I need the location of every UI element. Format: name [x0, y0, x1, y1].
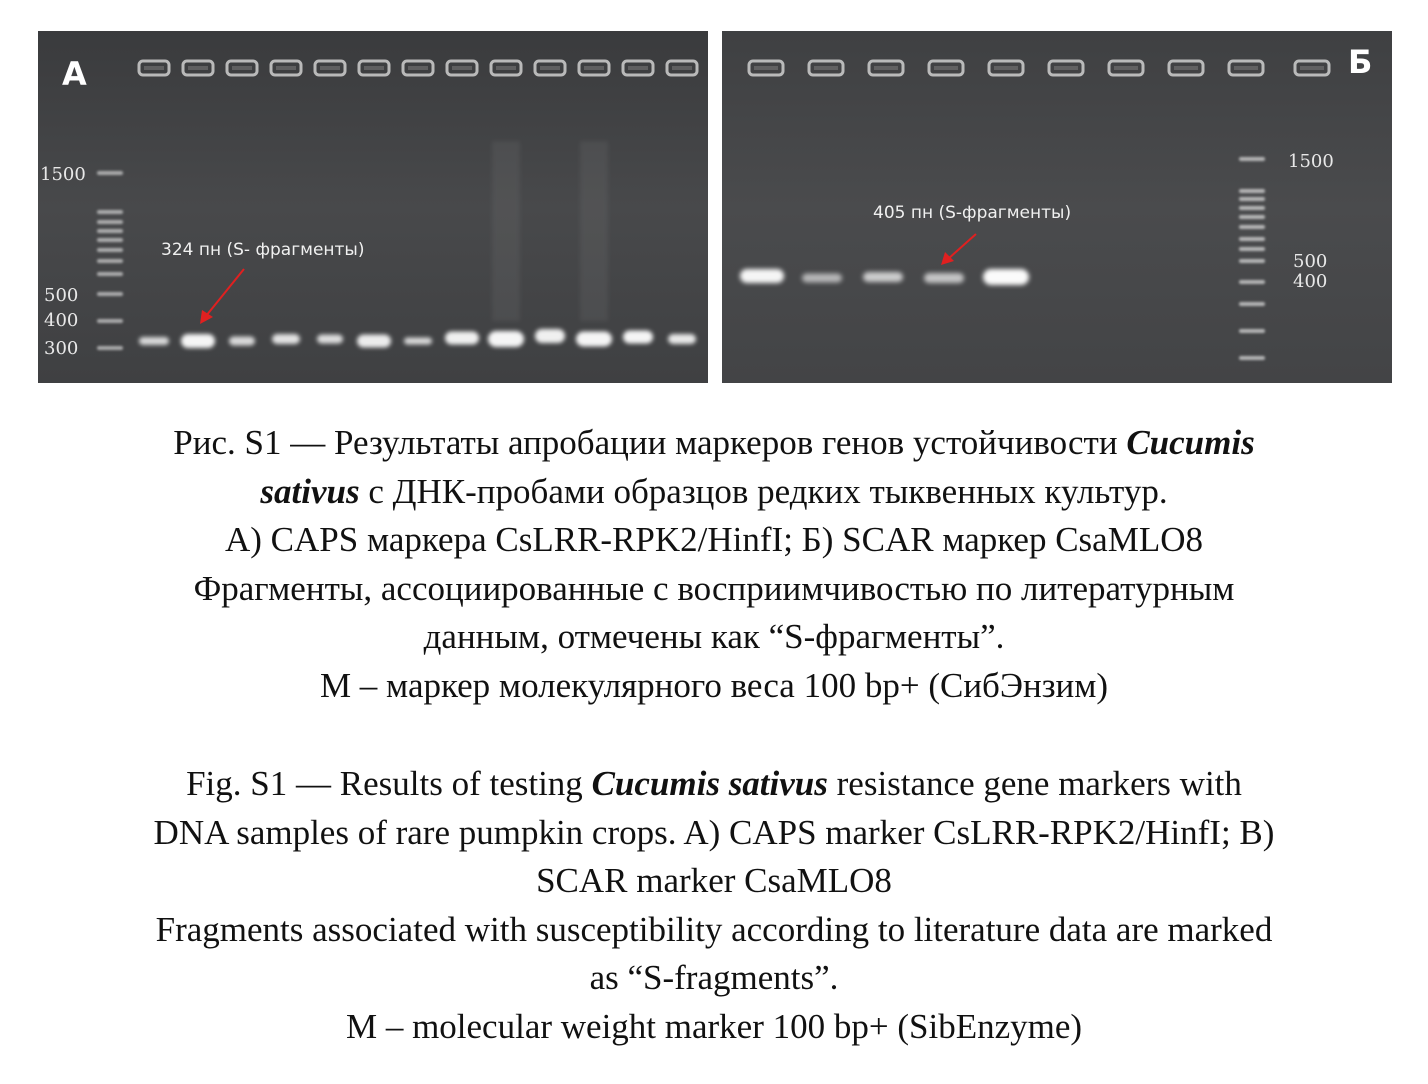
gel-a-sample-band: [535, 329, 565, 343]
gel-b-ladder-band: [1239, 237, 1265, 241]
gel-b-ladder-band: [1239, 189, 1265, 193]
gel-a-well-inner: [320, 66, 340, 70]
caption-ru-line-3: А) CAPS маркера CsLRR-RPK2/HinfI; Б) SCAR маркер CsaMLO8: [225, 520, 1203, 559]
gel-b-well-inner: [994, 66, 1018, 70]
gel-b-well-inner: [874, 66, 898, 70]
caption-en-line-2: DNA samples of rare pumpkin crops. A) CAPS marker CsLRR-RPK2/HinfI; B): [153, 812, 1275, 852]
gel-a-ladder-band: [97, 346, 123, 350]
gel-a-ladder-band: [97, 171, 123, 175]
gel-b-ladder-band: [1239, 206, 1265, 210]
gel-b-well-inner: [754, 66, 778, 70]
caption-en-line-5: as “S-fragments”.: [589, 958, 839, 997]
gel-b-ladder-band: [1239, 356, 1265, 360]
gel-a-ladder-band: [97, 292, 123, 296]
gel-b-well-inner: [1300, 66, 1324, 70]
panel-b-letter: Б: [1348, 43, 1373, 81]
gel-b-ladder-band: [1239, 215, 1265, 219]
gel-b-sample-band: [802, 274, 842, 283]
gel-a-well-inner: [232, 66, 252, 70]
gel-a-well-inner: [672, 66, 692, 70]
gel-b-ladder-band: [1239, 302, 1265, 306]
gel-a-ladder-band: [97, 229, 123, 233]
gel-b-well-inner: [1114, 66, 1138, 70]
gel-b-ladder-band: [1239, 157, 1265, 161]
species-name-bold: Cucumis sativus: [591, 764, 828, 803]
gel-b-ladder-band: [1239, 225, 1265, 229]
gel-a-well-inner: [540, 66, 560, 70]
caption-en-line-4: Fragments associated with susceptibility according to literature data are marked: [155, 909, 1273, 949]
gel-a-sample-band: [445, 332, 479, 345]
gel-a-well-inner: [276, 66, 296, 70]
caption-russian: [20, 419, 1408, 710]
gel-a-sample-band: [272, 334, 300, 344]
gel-a-well-inner: [584, 66, 604, 70]
gel-a-ladder-band: [97, 259, 123, 263]
caption-ru-line-6: М – маркер молекулярного веса 100 bp+ (СибЭнзим): [319, 665, 1109, 705]
gel-a-sample-band: [404, 338, 432, 345]
gel-a-sample-band: [623, 331, 653, 344]
gel-a-well-inner: [628, 66, 648, 70]
gel-b-sample-band: [863, 272, 903, 282]
ladder-a-label-500: 500: [44, 285, 79, 306]
gel-a-smear: [492, 141, 520, 321]
gel-a-sample-band: [181, 334, 215, 348]
annotation-405bp: 405 пн (S-фрагменты): [873, 203, 1072, 223]
gel-b-ladder-band: [1239, 280, 1265, 284]
gel-a-well-inner: [452, 66, 472, 70]
gel-b-well-inner: [1174, 66, 1198, 70]
gel-a-sample-band: [229, 337, 255, 346]
caption-ru-line-4: Фрагменты, ассоциированные с восприимчивостью по литературным: [193, 568, 1235, 608]
gel-b-well-inner: [934, 66, 958, 70]
gel-a-sample-band: [488, 331, 524, 347]
ladder-a-label-300: 300: [44, 338, 79, 359]
gel-b-ladder-band: [1239, 259, 1265, 263]
gel-a-svg: [38, 31, 708, 383]
species-name-bold: sativus: [260, 471, 360, 511]
ladder-b-label-500: 500: [1293, 251, 1328, 272]
caption-en-text: Fig. S1 — Results of testing: [186, 764, 592, 803]
ladder-b-label-1500: 1500: [1288, 151, 1334, 172]
gel-b-well-inner: [1234, 66, 1258, 70]
caption-ru-line-1: [20, 419, 1408, 468]
gel-a-sample-band: [317, 335, 343, 344]
gel-b-ladder-band: [1239, 197, 1265, 201]
annotation-324bp: 324 пн (S- фрагменты): [161, 240, 365, 260]
gel-b-ladder-band: [1239, 247, 1265, 251]
gel-a-well-inner: [364, 66, 384, 70]
caption-ru-line-2: [20, 468, 1408, 517]
ladder-a-label-400: 400: [44, 310, 79, 331]
ladder-b-label-400: 400: [1293, 271, 1328, 292]
caption-english: [20, 760, 1408, 1051]
gel-b-svg: [722, 31, 1392, 383]
gel-a-ladder-band: [97, 238, 123, 242]
gel-a-well-inner: [188, 66, 208, 70]
gel-b-well-inner: [814, 66, 838, 70]
caption-en-line-3: SCAR marker CsaMLO8: [536, 861, 892, 900]
gel-a-sample-band: [668, 334, 696, 344]
gel-a-sample-band: [139, 337, 169, 345]
caption-en-line-6: M – molecular weight marker 100 bp+ (SibEnzyme): [345, 1006, 1083, 1046]
ladder-a-label-1500: 1500: [40, 164, 86, 185]
gel-a-ladder-band: [97, 210, 123, 214]
panel-a-letter: А: [62, 55, 87, 93]
gel-a-sample-band: [357, 335, 391, 348]
gel-a-well-inner: [408, 66, 428, 70]
gel-image-panel-b: [722, 31, 1392, 383]
gel-b-ladder-band: [1239, 329, 1265, 333]
gel-b-sample-band: [740, 269, 784, 283]
gel-a-sample-band: [576, 332, 612, 347]
gel-image-panel-a: [38, 31, 708, 383]
caption-en-line-1: [20, 760, 1408, 809]
gel-a-ladder-band: [97, 220, 123, 224]
gel-b-sample-band: [983, 269, 1029, 285]
gel-a-well-inner: [144, 66, 164, 70]
gel-b-well-inner: [1054, 66, 1078, 70]
gel-a-ladder-band: [97, 272, 123, 276]
caption-ru-line-5: данным, отмечены как “S-фрагменты”.: [423, 617, 1005, 656]
gel-a-ladder-band: [97, 248, 123, 252]
gel-a-smear: [580, 141, 608, 321]
gel-b-sample-band: [924, 273, 964, 283]
gel-a-ladder-band: [97, 319, 123, 323]
gel-a-well-inner: [496, 66, 516, 70]
caption-ru-text: Рис. S1 — Результаты апробации маркеров генов устойчивости: [173, 423, 1127, 462]
caption-en-text: resistance gene markers with: [827, 764, 1242, 803]
species-name-bold: Cucumis: [1126, 423, 1255, 462]
caption-ru-text: с ДНК-пробами образцов редких тыквенных культур.: [359, 471, 1168, 511]
